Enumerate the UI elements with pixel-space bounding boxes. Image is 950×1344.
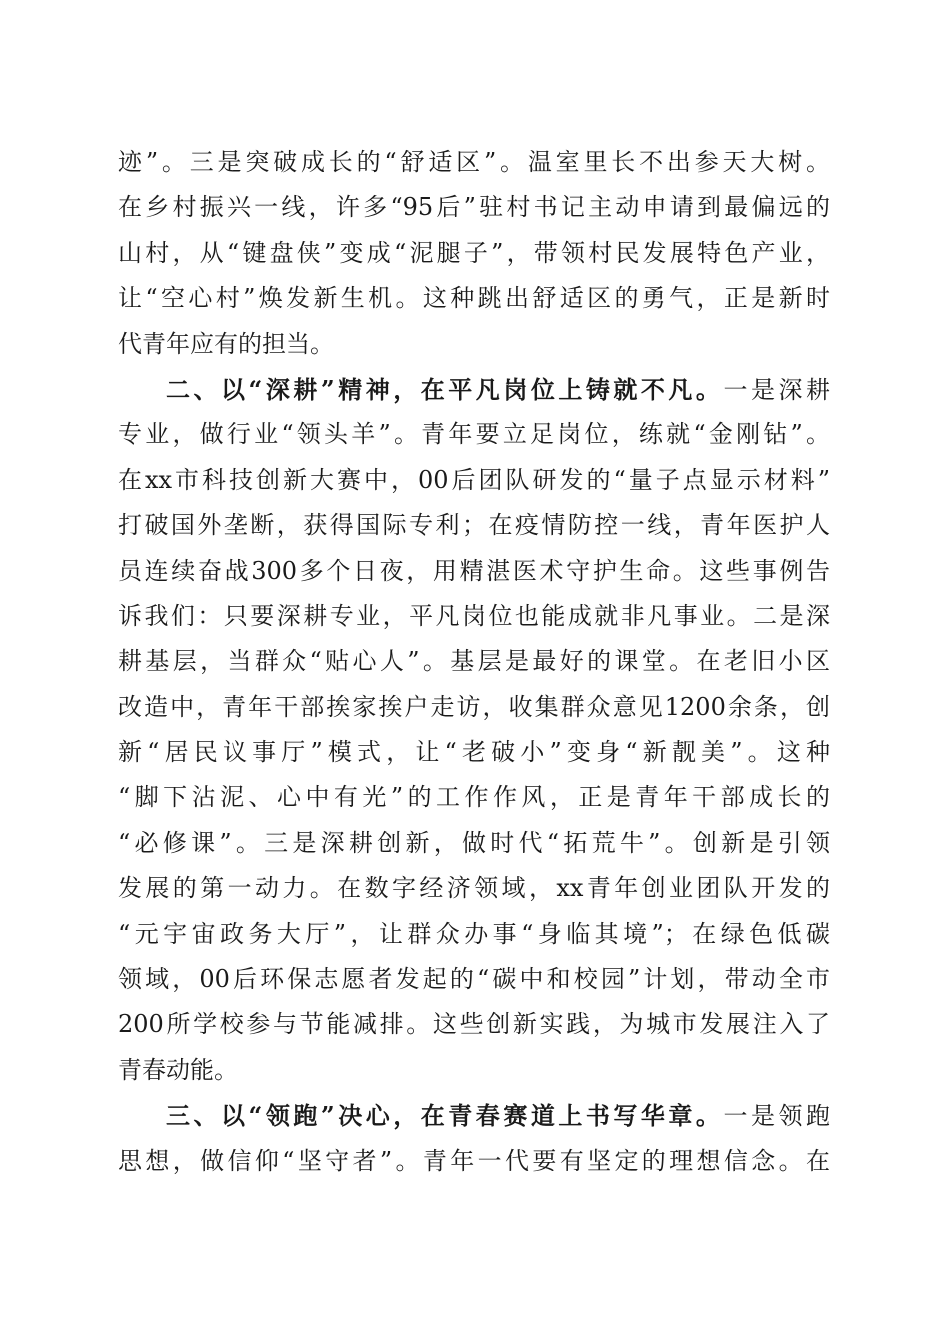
text-run: 一是领跑 [723,1102,831,1131]
text-line: 迹”。三是突破成长的“舒适区”。温室里长不出参天大树。 [118,148,830,176]
paragraph-3 [118,1093,830,1184]
text-line: 诉我们：只要深耕专业，平凡岗位也能成就非凡事业。二是深 [118,601,830,630]
section-heading: 二、以“深耕”精神，在平凡岗位上铸就不凡。 [166,374,724,404]
paragraph-first-line [118,1093,830,1138]
paragraph-1 [118,140,830,367]
text-line: “必修课”。三是深耕创新，做时代“拓荒牛”。创新是引领 [118,828,830,857]
text-line: 青春动能。 [118,1055,238,1084]
text-run: 一是深耕 [723,375,831,404]
text-line: 领域，00后环保志愿者发起的“碳中和校园”计划，带动全市 [118,965,830,994]
paragraph-2 [118,367,830,1093]
text-line: 员连续奋战300多个日夜，用精湛医术守护生命。这些事例告 [118,556,830,585]
text-line: 发展的第一动力。在数字经济领域，xx青年创业团队开发的 [118,874,830,903]
text-line: 200所学校参与节能减排。这些创新实践，为城市发展注入了 [118,1010,830,1039]
text-line: 耕基层，当群众“贴心人”。基层是最好的课堂。在老旧小区 [118,647,830,676]
text-line: “元宇宙政务大厅”，让群众办事“身临其境”；在绿色低碳 [118,919,830,948]
paragraph-first-line [118,367,830,412]
text-line: 新“居民议事厅”模式，让“老破小”变身“新靓美”。这种 [118,738,830,767]
text-line: 让“空心村”焕发新生机。这种跳出舒适区的勇气，正是新时 [118,284,830,313]
text-line: 代青年应有的担当。 [118,329,334,358]
text-line: 山村，从“键盘侠”变成“泥腿子”，带领村民发展特色产业， [118,238,830,267]
text-line: 在乡村振兴一线，许多“95后”驻村书记主动申请到最偏远的 [118,193,830,222]
document-page [118,140,830,1184]
section-heading: 三、以“领跑”决心，在青春赛道上书写华章。 [166,1101,724,1131]
text-line: 专业，做行业“领头羊”。青年要立足岗位，练就“金刚钻”。 [118,420,830,449]
text-line: 打破国外垄断，获得国际专利；在疫情防控一线，青年医护人 [118,511,830,540]
text-line: 在xx市科技创新大赛中，00后团队研发的“量子点显示材料” [118,465,830,494]
text-line: “脚下沾泥、心中有光”的工作作风，正是青年干部成长的 [118,783,830,812]
text-line: 改造中，青年干部挨家挨户走访，收集群众意见1200余条，创 [118,692,830,721]
text-line: 思想，做信仰“坚守者”。青年一代要有坚定的理想信念。在 [118,1146,830,1175]
